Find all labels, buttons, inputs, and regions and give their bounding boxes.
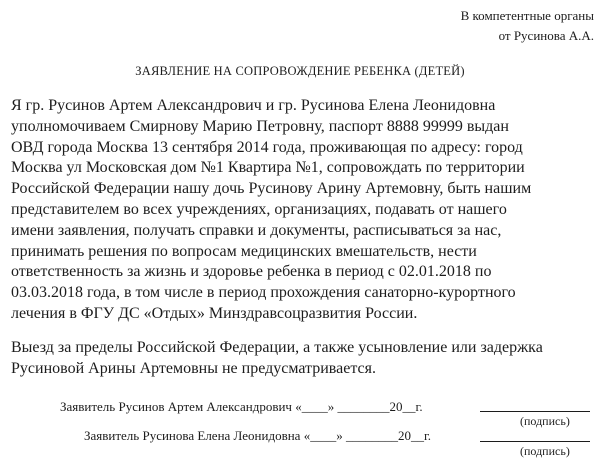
addressee-line-1: В компетентные органы [460, 8, 594, 23]
paragraph-line: принимать решения по вопросам медицинских вмешательств, нести [11, 242, 477, 260]
addressee-line-2: от Русинова А.А. [498, 28, 594, 43]
main-paragraph [11, 96, 599, 325]
signature-line-applicant-1: Заявитель Русинов Артем Александрович «____» ________20__г. [60, 399, 423, 414]
travel-restriction-paragraph [11, 338, 599, 380]
paragraph-line: уполномочиваем Смирнову Марию Петровну, паспорт 8888 99999 выдан [11, 117, 509, 135]
signature-caption-1: (подпись) [520, 414, 570, 428]
paragraph-line: представителем во всех учреждениях, организациях, подавать от нашего [11, 200, 507, 218]
paragraph-line: Выезд за пределы Российской Федерации, а также усыновление или задержка [11, 339, 543, 356]
document-title: ЗАЯВЛЕНИЕ НА СОПРОВОЖДЕНИЕ РЕБЕНКА (ДЕТЕЙ) [135, 64, 465, 78]
paragraph-line: Я гр. Русинов Артем Александрович и гр. Русинова Елена Леонидовна [11, 97, 496, 114]
signature-caption-2: (подпись) [520, 444, 570, 458]
paragraph-line: имени заявления, получать справки и документы, расписываться за нас, [11, 221, 502, 239]
paragraph-line: 03.03.2018 года, в том числе в период прохождения санаторно-курортного [11, 284, 516, 302]
paragraph-line: ОВД города Москва 13 сентября 2014 года, проживающая по адресу: город [11, 138, 523, 156]
signature-line-applicant-2: Заявитель Русинова Елена Леонидовна «____» ________20__г. [84, 428, 432, 443]
paragraph-line: Русиновой Арины Артемовны не предусматривается. [11, 359, 376, 377]
paragraph-line: лечения в ФГУ ДС «Отдых» Минздравсоцразвития России. [11, 304, 418, 322]
paragraph-line: ответственность за жизнь и здоровье ребенка в период с 02.01.2018 по [11, 263, 492, 281]
paragraph-line: Российской Федерации нашу дочь Русинову Арину Артемовну, быть нашим [11, 180, 532, 198]
addressee-block [424, 6, 594, 46]
signature-underline-2 [480, 441, 590, 442]
signature-underline-1 [480, 411, 590, 412]
paragraph-line: Москва ул Московская дом №1 Квартира №1, сопровождать по территории [11, 159, 525, 177]
